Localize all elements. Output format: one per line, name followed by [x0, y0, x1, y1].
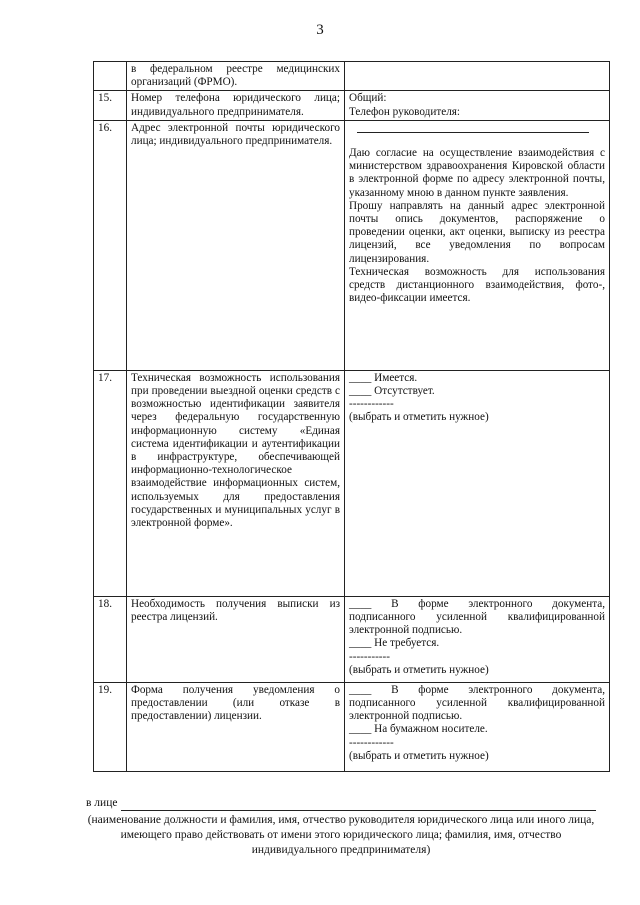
choose-hint: (выбрать и отметить нужное)	[349, 663, 489, 676]
signature-block	[86, 796, 596, 858]
row-value[interactable]	[345, 62, 610, 91]
row-number	[94, 62, 127, 91]
table-row	[94, 682, 610, 771]
signature-lead: в лице	[86, 797, 118, 809]
representative-name-input[interactable]	[121, 800, 596, 811]
row-label: Необходимость получения выписки из реестра лицензий.	[127, 596, 345, 682]
signature-note: (наименование должности и фамилия, имя, отчество руководителя юридического лица или иного лица, имеющего право действовать от имени этого юридического лица; фамилия, имя, отчество индивидуального предпринимателя)	[87, 814, 595, 856]
table-row	[94, 370, 610, 596]
option-electronic[interactable]: ____ В форме электронного документа, подписанного усиленной квалифицированной электронной подписью.	[349, 683, 605, 723]
email-field[interactable]	[345, 120, 610, 370]
choose-hint: (выбрать и отметить нужное)	[349, 411, 489, 424]
row-label: в федеральном реестре медицинских организаций (ФРМО).	[127, 62, 345, 91]
separator: ------------	[349, 398, 394, 411]
option-not-required[interactable]: ____ Не требуется.	[349, 637, 440, 650]
table-row	[94, 596, 610, 682]
identification-options[interactable]	[345, 370, 610, 596]
row-number: 16.	[94, 120, 127, 370]
table-row	[94, 120, 610, 370]
option-paper[interactable]: ____ На бумажном носителе.	[349, 723, 488, 736]
separator: -----------	[349, 650, 390, 663]
consent-text: Даю согласие на осуществление взаимодействия с министерством здравоохранения Кировской области в электронной форме по адресу электронной почты, указанному мною в данном пункте заявления.	[349, 147, 605, 199]
phone-general-label: Общий:	[349, 92, 387, 105]
phone-director-label: Телефон руководителя:	[349, 105, 461, 118]
choose-hint: (выбрать и отметить нужное)	[349, 749, 489, 762]
option-electronic[interactable]: ____ В форме электронного документа, подписанного усиленной квалифицированной электронной подписью.	[349, 597, 605, 637]
table-row	[94, 91, 610, 120]
phone-field[interactable]	[345, 91, 610, 120]
row-label: Номер телефона юридического лица; индивидуального предпринимателя.	[127, 91, 345, 120]
option-absent[interactable]: ____ Отсутствует.	[349, 385, 435, 398]
extract-options[interactable]	[345, 596, 610, 682]
technical-capability-text: Техническая возможность для использования средств дистанционного взаимодействия, фото-, видео-фиксации имеется.	[349, 265, 605, 305]
row-label: Адрес электронной почты юридического лица; индивидуального предпринимателя.	[127, 120, 345, 370]
separator: ------------	[349, 736, 394, 749]
row-number: 19.	[94, 682, 127, 771]
application-form-table	[93, 61, 610, 772]
request-text: Прошу направлять на данный адрес электронной почты опись документов, распоряжение о проведении оценки, акт оценки, выписку из реестра лицензий, все уведомления по вопросам лицензирования.	[349, 199, 605, 265]
notification-options[interactable]	[345, 682, 610, 771]
row-number: 15.	[94, 91, 127, 120]
row-label: Форма получения уведомления о предоставлении (или отказе в предоставлении) лицензии.	[127, 682, 345, 771]
page-number: 3	[316, 22, 324, 38]
row-label: Техническая возможность использования при проведении выездной оценки средств с возможностью идентификации заявителя через федеральную государственную информационную систему «Единая система идентификации и аутентификации в инфраструктуре, обеспечивающей информационно-технологическое взаимодействие информационных систем, используемых для предоставления государственных и муниципальных услуг в электронной форме».	[127, 370, 345, 596]
table-row	[94, 62, 610, 91]
option-available[interactable]: ____ Имеется.	[349, 371, 418, 384]
row-number: 18.	[94, 596, 127, 682]
email-input-line[interactable]	[349, 122, 605, 147]
row-number: 17.	[94, 370, 127, 596]
